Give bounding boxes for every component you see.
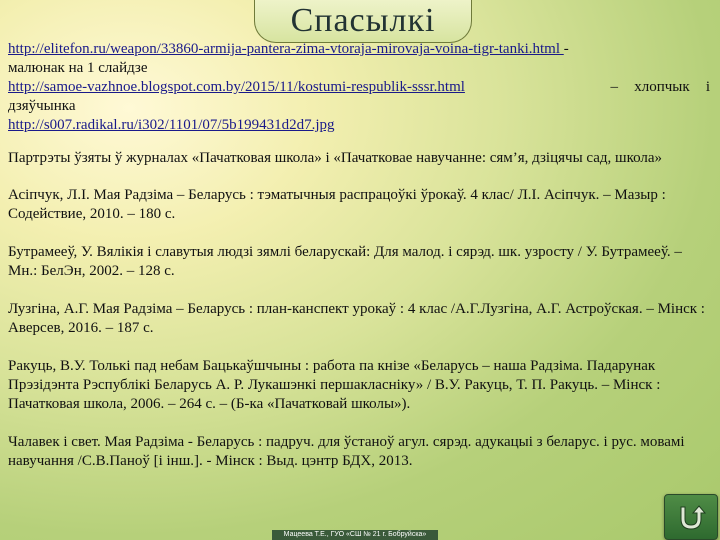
link1-line xyxy=(8,40,710,59)
reference-item: Бутрамееў, У. Вялікія і славутыя людзі зямлі беларускай: Для малод. і сярэд. шк. узросту / У. Бутрамееў. – Мн.: БелЭн, 2002. – 128 с. xyxy=(8,244,682,279)
link-radikal[interactable]: http://s007.radikal.ru/i302/1101/07/5b199431d2d7.jpg xyxy=(8,117,335,133)
reference-item: Ракуць, В.У. Толькі пад небам Бацькаўшчыны : работа па кнізе «Беларусь – наша Радзіма. Падарунак Прэзідэнта Рэспублікі Беларусь А. Р. Лукашэнкі першакласніку» / В.У. Ракуць, Т. П. Ракуць. – Мінск : Пачатковая школа, 2006. – 264 с. – (Б-ка «Пачатковай школы»). xyxy=(8,358,661,412)
reference-item: Асіпчук, Л.І. Мая Радзіма – Беларусь : тэматычныя распрацоўкі ўрокаў. 4 клас/ Л.І. Асіпчук. – Мазыр : Содействие, 2010. – 180 с. xyxy=(8,187,666,222)
slide-content xyxy=(8,40,710,471)
slide-title: Спасылкі xyxy=(254,0,472,43)
link1-description: малюнак на 1 слайдзе xyxy=(8,60,148,76)
reference-item: Чалавек і свет. Мая Радзіма - Беларусь : падруч. для ўстаноў агул. сярэд. адукацыі з беларус. і рус. мовамі навучання /С.В.Паноў [і інш.]. - Мінск : Выд. цэнтр БДХ, 2013. xyxy=(8,434,685,469)
link-samoe-vazhnoe[interactable]: http://samoe-vazhnoe.blogspot.com.by/2015/11/kostumi-respublik-sssr.html xyxy=(8,79,465,95)
reference-item: Лузгіна, А.Г. Мая Радзіма – Беларусь : план-канспект урокаў : 4 клас /А.Г.Лузгіна, А.Г. Астроўская. – Мінск : Аверсев, 2016. – 187 с. xyxy=(8,301,705,336)
link3-line xyxy=(8,116,710,135)
link1-suffix: - xyxy=(563,41,569,57)
return-button[interactable] xyxy=(664,494,718,540)
link2-description-a: – хлопчык і xyxy=(610,79,710,95)
link2-line xyxy=(8,78,710,97)
footer-credit: Мацеева Т.Е., ГУО «СШ № 21 г. Бобруйска» xyxy=(272,530,438,540)
return-arrow-icon xyxy=(675,503,707,531)
portraits-note: Партрэты ўзяты ў журналах «Пачатковая школа» і «Пачатковае навучанне: сям’я, дзіцячы сад, школа» xyxy=(8,150,663,166)
link-elitefon[interactable]: http://elitefon.ru/weapon/33860-armija-pantera-zima-vtoraja-mirovaja-voina-tigr-tanki.html xyxy=(8,41,564,57)
link2-description-b: дзяўчынка xyxy=(8,98,76,114)
